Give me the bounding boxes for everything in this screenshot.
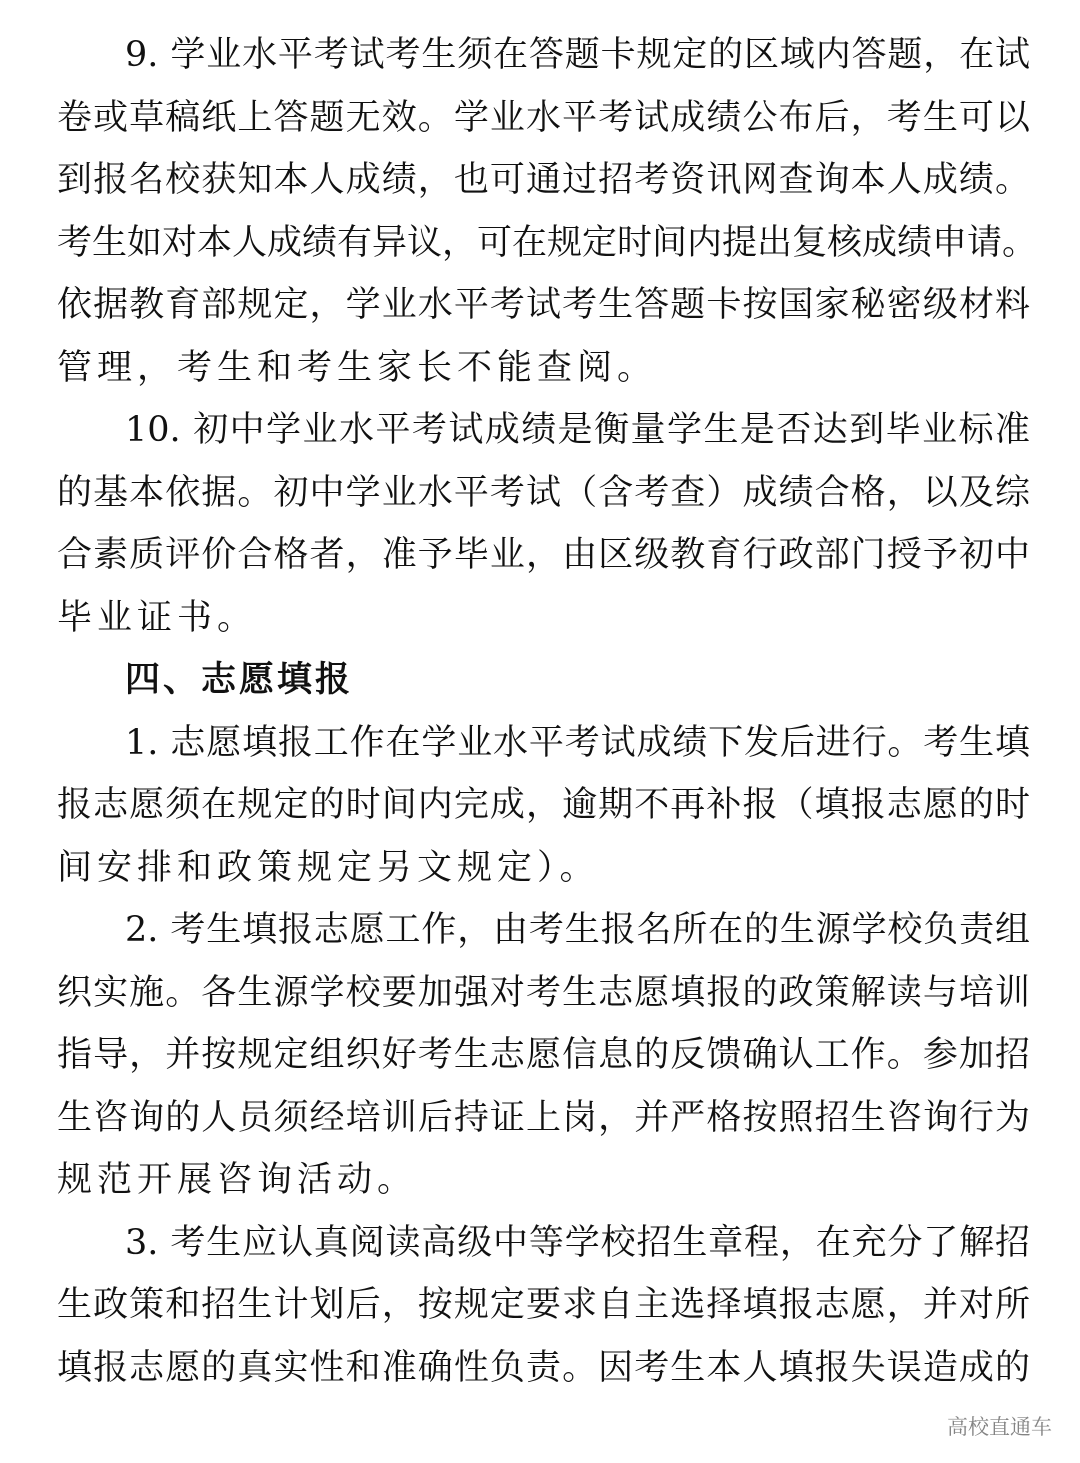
paragraph (57, 712, 1030, 900)
text-line: 9. 学业水平考试考生须在答题卡规定的区域内答题，在试 (125, 35, 1030, 75)
text-line: 依据教育部规定，学业水平考试考生答题卡按国家秘密级材料 (57, 285, 1030, 325)
document-body (57, 24, 1038, 1399)
text-line: 的基本依据。初中学业水平考试（含考查）成绩合格，以及综 (57, 472, 1030, 513)
paragraph (57, 1212, 1030, 1400)
text-line: 合素质评价合格者，准予毕业，由区级教育行政部门授予初中 (57, 535, 1030, 575)
text-line: 10. 初中学业水平考试成绩是衡量学生是否达到毕业标准 (125, 410, 1030, 450)
text-line: 生咨询的人员须经培训后持证上岗，并严格按照招生咨询行为 (57, 1097, 1030, 1138)
text-line: 四、志愿填报 (125, 659, 354, 700)
watermark: 高校直通车 (947, 1415, 1052, 1439)
text-line: 到报名校获知本人成绩，也可通过招考资讯网查询本人成绩。 (57, 160, 1030, 200)
text-line: 填报志愿的真实性和准确性负责。因考生本人填报失误造成的 (57, 1347, 1030, 1388)
text-line: 1. 志愿填报工作在学业水平考试成绩下发后进行。考生填 (125, 722, 1030, 763)
paragraph (57, 24, 1038, 399)
paragraph (57, 899, 1030, 1212)
text-line: 卷或草稿纸上答题无效。学业水平考试成绩公布后，考生可以 (57, 97, 1030, 138)
text-line: 毕业证书。 (57, 597, 258, 638)
text-line: 指导，并按规定组织好考生志愿信息的反馈确认工作。参加招 (57, 1035, 1030, 1075)
text-line: 生政策和招生计划后，按规定要求自主选择填报志愿，并对所 (57, 1285, 1030, 1325)
text-line: 规范开展咨询活动。 (57, 1160, 418, 1200)
text-line: 织实施。各生源学校要加强对考生志愿填报的政策解读与培训 (57, 972, 1030, 1013)
text-line: 报志愿须在规定的时间内完成，逾期不再补报（填报志愿的时 (57, 785, 1030, 825)
text-line: 管理，考生和考生家长不能查阅。 (57, 347, 658, 388)
text-line: 3. 考生应认真阅读高级中等学校招生章程，在充分了解招 (125, 1222, 1030, 1263)
paragraph (57, 399, 1030, 649)
text-line: 间安排和政策规定另文规定）。 (57, 847, 600, 888)
text-line: 考生如对本人成绩有异议，可在规定时间内提出复核成绩申请。 (57, 222, 1038, 263)
text-line: 2. 考生填报志愿工作，由考生报名所在的生源学校负责组 (125, 910, 1030, 950)
section-heading (57, 649, 1030, 712)
